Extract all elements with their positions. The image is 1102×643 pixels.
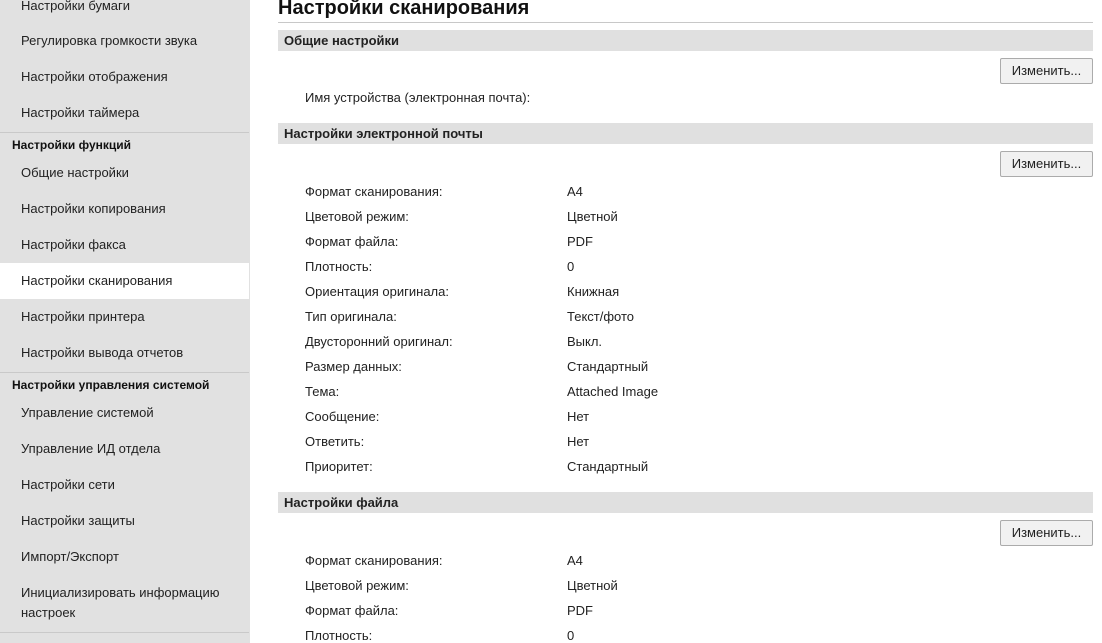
setting-label: Сообщение: bbox=[305, 409, 380, 424]
sidebar-item-report-settings[interactable]: Настройки вывода отчетов bbox=[21, 345, 184, 360]
setting-label: Формат файла: bbox=[305, 234, 399, 249]
setting-value: 0 bbox=[567, 628, 575, 643]
setting-value: Выкл. bbox=[567, 334, 603, 349]
setting-label: Приоритет: bbox=[305, 459, 373, 474]
setting-label: Ответить: bbox=[305, 434, 365, 449]
setting-label: Тип оригинала: bbox=[305, 309, 397, 324]
sidebar-item-general-settings[interactable]: Общие настройки bbox=[21, 165, 129, 180]
setting-value: A4 bbox=[567, 184, 583, 199]
setting-value: A4 bbox=[567, 553, 583, 568]
sidebar-item-paper-settings[interactable]: Настройки бумаги bbox=[21, 0, 131, 13]
setting-value: PDF bbox=[567, 234, 593, 249]
sidebar-item-system-management[interactable]: Управление системой bbox=[21, 405, 154, 420]
setting-value: Текст/фото bbox=[567, 309, 635, 324]
setting-value: Стандартный bbox=[567, 459, 649, 474]
sidebar-item-volume[interactable]: Регулировка громкости звука bbox=[21, 33, 198, 48]
sidebar-header-system: Настройки управления системой bbox=[0, 372, 249, 396]
setting-label: Цветовой режим: bbox=[305, 578, 409, 593]
setting-label: Двусторонний оригинал: bbox=[305, 334, 453, 349]
page-title: Настройки сканирования bbox=[278, 0, 530, 19]
sidebar-item-dept-id[interactable]: Управление ИД отдела bbox=[21, 441, 161, 456]
sidebar-item-timer-settings[interactable]: Настройки таймера bbox=[21, 105, 140, 120]
main-content bbox=[278, 0, 1093, 643]
setting-value: Книжная bbox=[567, 284, 620, 299]
setting-label: Формат сканирования: bbox=[305, 553, 443, 568]
setting-label: Ориентация оригинала: bbox=[305, 284, 449, 299]
sidebar-item-initialize[interactable]: Инициализировать информацию настроек bbox=[21, 585, 220, 620]
setting-label: Плотность: bbox=[305, 259, 373, 274]
section-general-header: Общие настройки bbox=[278, 30, 1093, 51]
edit-general-button[interactable]: Изменить... bbox=[1000, 58, 1093, 84]
sidebar-item-copy-settings[interactable]: Настройки копирования bbox=[21, 201, 166, 216]
section-file-header: Настройки файла bbox=[278, 492, 1093, 513]
setting-value: Нет bbox=[567, 434, 590, 449]
section-email-header: Настройки электронной почты bbox=[278, 123, 1093, 144]
edit-file-button[interactable]: Изменить... bbox=[1000, 520, 1093, 546]
setting-value: Цветной bbox=[567, 578, 618, 593]
setting-label: Имя устройства (электронная почта): bbox=[305, 90, 531, 105]
sidebar-item-import-export[interactable]: Импорт/Экспорт bbox=[21, 549, 119, 564]
setting-label: Цветовой режим: bbox=[305, 209, 409, 224]
sidebar-item-display-settings[interactable]: Настройки отображения bbox=[21, 69, 168, 84]
sidebar bbox=[0, 0, 250, 643]
setting-value: Attached Image bbox=[567, 384, 659, 399]
setting-value: Цветной bbox=[567, 209, 618, 224]
setting-value: 0 bbox=[567, 259, 575, 274]
title-divider bbox=[278, 22, 1093, 23]
sidebar-item-security[interactable]: Настройки защиты bbox=[21, 513, 135, 528]
setting-label: Формат сканирования: bbox=[305, 184, 443, 199]
sidebar-item-scan-settings[interactable]: Настройки сканирования bbox=[0, 263, 249, 299]
setting-label: Формат файла: bbox=[305, 603, 399, 618]
sidebar-item-printer-settings[interactable]: Настройки принтера bbox=[21, 309, 145, 324]
sidebar-divider bbox=[0, 632, 249, 633]
setting-label: Плотность: bbox=[305, 628, 373, 643]
sidebar-header-functions: Настройки функций bbox=[0, 132, 249, 156]
setting-label: Тема: bbox=[305, 384, 340, 399]
setting-label: Размер данных: bbox=[305, 359, 402, 374]
sidebar-item-fax-settings[interactable]: Настройки факса bbox=[21, 237, 126, 252]
setting-value: Нет bbox=[567, 409, 590, 424]
setting-value: Стандартный bbox=[567, 359, 649, 374]
edit-email-button[interactable]: Изменить... bbox=[1000, 151, 1093, 177]
sidebar-item-network[interactable]: Настройки сети bbox=[21, 477, 115, 492]
setting-value: PDF bbox=[567, 603, 593, 618]
